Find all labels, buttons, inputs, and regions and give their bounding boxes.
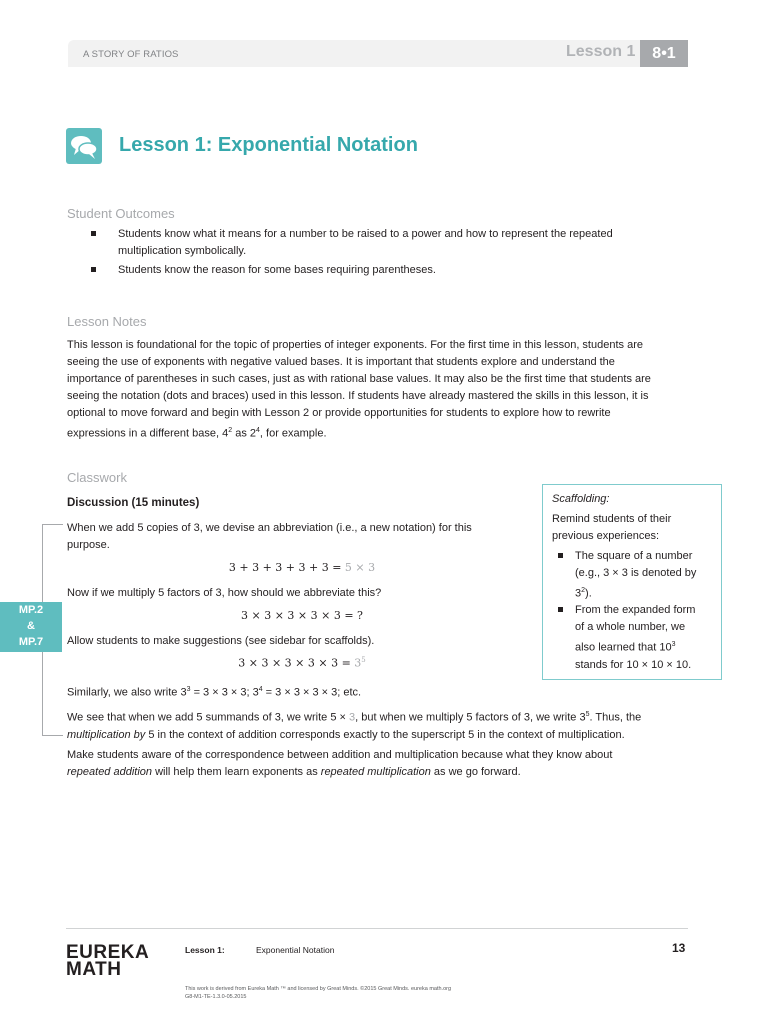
notes-line: seeing the notation (dots and braces) used in this lesson. If students have already mastered the skills in this lesson, it is <box>67 390 649 402</box>
mp-badge: MP.2 & MP.7 <box>0 602 62 652</box>
notes-line: expressions in a different base, $4^2$ as $2^4$, for example. <box>67 427 327 440</box>
notes-line: optional to move forward and begin with Lesson 2 or provide opportunities for students to explore how to rewrite <box>67 407 611 419</box>
bullet-icon <box>91 267 96 272</box>
lesson-notes-body <box>67 337 697 443</box>
paragraph-4: Similarly, we also write $3^3 = 3 \times 3 \times 3$; $3^4 = 3 \times 3 \times 3 \times 3$; etc. <box>67 686 362 699</box>
footer-divider <box>66 928 688 929</box>
series-title: A STORY OF RATIOS <box>83 49 179 60</box>
bullet-icon <box>558 553 563 558</box>
equation-addition: 3 + 3 + 3 + 3 + 3 = 5 × 3 <box>228 561 376 574</box>
outcome-1-line2: multiplication symbolically. <box>118 245 247 257</box>
outcome-2: Students know the reason for some bases requiring parentheses. <box>118 264 436 276</box>
page-number: 13 <box>672 941 686 955</box>
paragraph-1-line2: purpose. <box>67 539 110 551</box>
paragraph-2: Now if we multiply 5 factors of 3, how should we abbreviate this? <box>67 587 382 599</box>
discussion-heading: Discussion (15 minutes) <box>67 497 200 509</box>
lesson-notes-heading: Lesson Notes <box>67 314 147 329</box>
scaffolding-bullet-1: The square of a number (e.g., 3 × 3 is denoted by $3^2$). <box>575 550 697 600</box>
header-lesson-label: Lesson 1 <box>566 43 636 60</box>
footer-credit: This work is derived from Eureka Math ™ and licensed by Great Minds. ©2015 Great Minds. eureka math.org <box>185 986 452 992</box>
equation-exponent: $3 \times 3 \times 3 \times 3 \times 3 = 3^5$ <box>238 656 366 670</box>
equation-question: 3 × 3 × 3 × 3 × 3 = ? <box>241 609 363 622</box>
paragraph-6: Make students aware of the correspondence between addition and multiplication because what they know about repeated addition will help them learn exponents as repeated multiplication as we go forward. <box>67 749 613 778</box>
paragraph-1-line1: When we add 5 copies of 3, we devise an abbreviation (i.e., a new notation) for this <box>67 522 472 534</box>
classwork-heading: Classwork <box>67 470 127 485</box>
eureka-math-logo: EUREKA MATH <box>66 942 150 980</box>
module-badge: 8•1 <box>640 40 688 67</box>
bullet-icon <box>91 231 96 236</box>
paragraph-3: Allow students to make suggestions (see sidebar for scaffolds). <box>67 635 375 647</box>
student-outcomes-heading: Student Outcomes <box>67 206 175 221</box>
scaffolding-intro: Remind students of their previous experiences: <box>552 513 672 542</box>
scaffolding-bullet-2: From the expanded form of a whole number, we also learned that $10^3$ stands for 10 × 10 × 10. <box>575 604 696 671</box>
notes-line: This lesson is foundational for the topic of properties of integer exponents. For the first time in this lesson, students are <box>67 339 643 351</box>
bullet-icon <box>558 607 563 612</box>
discussion-icon <box>66 128 102 164</box>
footer-code: G8-M1-TE-1.3.0-05.2015 <box>185 994 247 1000</box>
notes-line: seeing the use of exponents with negative valued bases. It is important that students explore and understand the <box>67 356 615 368</box>
notes-line: importance of parentheses in such cases, just as with rational base values. It may also be the first time that students are <box>67 373 651 385</box>
paragraph-5: We see that when we add 5 summands of 3, we write 5 × 3, but when we multiply 5 factors of 3, we write $3^5$. Thus, the multiplication by 5 in the context of addition corresponds exactly to the superscript 5 in the context of multiplication. <box>67 711 642 741</box>
footer-topic: Exponential Notation <box>256 945 335 955</box>
footer-lesson-label: Lesson 1: <box>185 945 225 955</box>
page-title: Lesson 1: Exponential Notation <box>119 134 418 156</box>
outcome-1-line1: Students know what it means for a number to be raised to a power and how to represent the repeated <box>118 228 613 240</box>
scaffolding-title: Scaffolding: <box>552 493 610 505</box>
